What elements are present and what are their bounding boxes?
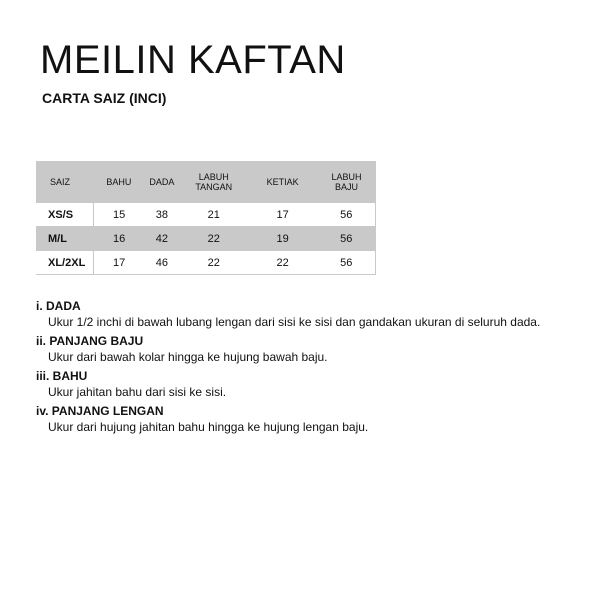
cell-dada: 38 [144,203,180,227]
note-text: Ukur dari bawah kolar hingga ke hujung bawah baju. [48,350,328,364]
note-heading: iii. BAHU [36,369,88,383]
row-size: XS/S [36,203,94,227]
cell-labuh-tangan: 22 [180,227,248,251]
cell-bahu: 15 [94,203,144,227]
cell-dada: 42 [144,227,180,251]
row-size: M/L [36,227,94,251]
note-panjang-lengan [36,403,596,435]
header-bahu: BAHU [94,161,144,203]
note-text: Ukur 1/2 inchi di bawah lubang lengan dari sisi ke sisi dan gandakan ukuran di seluruh dada. [48,315,541,329]
table-row [36,251,376,275]
table-row [36,227,376,251]
cell-ketiak: 22 [248,251,318,275]
note-dada [36,298,596,330]
cell-labuh-tangan: 22 [180,251,248,275]
cell-ketiak: 19 [248,227,318,251]
page-title: MEILIN KAFTAN [40,38,346,82]
header-saiz: SAIZ [36,161,94,203]
header-labuh-baju-line1: LABUH [331,171,362,182]
header-dada: DADA [144,161,180,203]
header-labuh-tangan-line1: LABUH [198,171,229,182]
cell-bahu: 17 [94,251,144,275]
cell-dada: 46 [144,251,180,275]
header-labuh-tangan [180,161,248,203]
header-labuh-baju [318,161,376,203]
note-panjang-baju [36,333,596,365]
cell-labuh-baju: 56 [318,227,376,251]
note-heading: i. DADA [36,299,81,313]
header-labuh-baju-line2: BAJU [335,182,359,192]
measurement-notes [36,298,596,438]
note-heading: iv. PANJANG LENGAN [36,404,164,418]
note-text: Ukur dari hujung jahitan bahu hingga ke hujung lengan baju. [48,420,369,434]
note-heading: ii. PANJANG BAJU [36,334,144,348]
table-header-row [36,161,376,203]
page-subtitle: CARTA SAIZ (INCI) [42,90,167,106]
cell-labuh-tangan: 21 [180,203,248,227]
header-labuh-tangan-line2: TANGAN [195,182,233,192]
cell-labuh-baju: 56 [318,251,376,275]
cell-labuh-baju: 56 [318,203,376,227]
header-ketiak: KETIAK [248,161,318,203]
row-size: XL/2XL [36,251,94,275]
table-row [36,203,376,227]
note-text: Ukur jahitan bahu dari sisi ke sisi. [48,385,227,399]
size-chart-table [36,161,376,275]
cell-ketiak: 17 [248,203,318,227]
cell-bahu: 16 [94,227,144,251]
note-bahu [36,368,596,400]
